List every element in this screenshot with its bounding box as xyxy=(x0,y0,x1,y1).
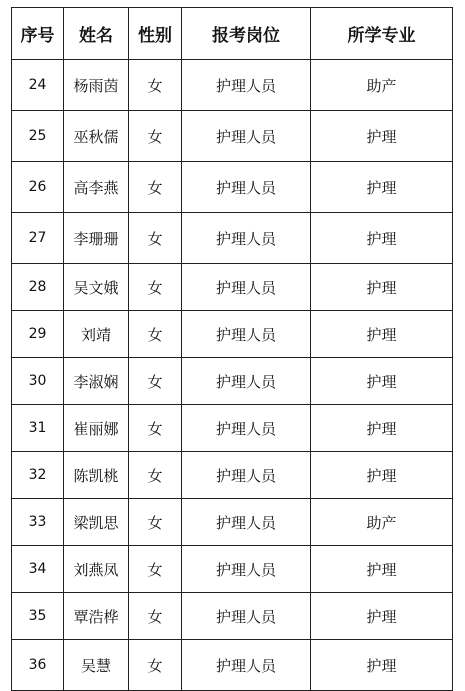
table-row xyxy=(12,311,453,358)
candidate-table xyxy=(11,7,453,691)
cell-major: 护理 xyxy=(311,546,453,593)
cell-position: 护理人员 xyxy=(182,213,311,264)
cell-index: 29 xyxy=(12,311,64,358)
cell-index: 30 xyxy=(12,358,64,405)
table-row xyxy=(12,213,453,264)
table-row xyxy=(12,452,453,499)
table-row xyxy=(12,264,453,311)
table-header-row xyxy=(12,8,453,60)
cell-major: 助产 xyxy=(311,60,453,111)
table-row xyxy=(12,546,453,593)
cell-index: 31 xyxy=(12,405,64,452)
cell-position: 护理人员 xyxy=(182,358,311,405)
cell-position: 护理人员 xyxy=(182,264,311,311)
cell-gender: 女 xyxy=(129,452,182,499)
cell-major: 护理 xyxy=(311,593,453,640)
cell-position: 护理人员 xyxy=(182,640,311,691)
cell-index: 34 xyxy=(12,546,64,593)
header-gender: 性别 xyxy=(129,8,182,60)
cell-name: 刘靖 xyxy=(64,311,129,358)
table-row xyxy=(12,593,453,640)
cell-name: 梁凯思 xyxy=(64,499,129,546)
cell-major: 助产 xyxy=(311,499,453,546)
cell-major: 护理 xyxy=(311,311,453,358)
cell-position: 护理人员 xyxy=(182,593,311,640)
cell-gender: 女 xyxy=(129,499,182,546)
cell-index: 25 xyxy=(12,111,64,162)
cell-name: 李淑娴 xyxy=(64,358,129,405)
table-row xyxy=(12,358,453,405)
header-index: 序号 xyxy=(12,8,64,60)
cell-index: 28 xyxy=(12,264,64,311)
cell-index: 26 xyxy=(12,162,64,213)
header-name: 姓名 xyxy=(64,8,129,60)
cell-major: 护理 xyxy=(311,213,453,264)
cell-position: 护理人员 xyxy=(182,162,311,213)
cell-major: 护理 xyxy=(311,264,453,311)
cell-gender: 女 xyxy=(129,405,182,452)
cell-position: 护理人员 xyxy=(182,111,311,162)
cell-index: 33 xyxy=(12,499,64,546)
cell-gender: 女 xyxy=(129,593,182,640)
cell-gender: 女 xyxy=(129,213,182,264)
cell-index: 24 xyxy=(12,60,64,111)
table-row xyxy=(12,640,453,691)
cell-major: 护理 xyxy=(311,405,453,452)
cell-name: 吴慧 xyxy=(64,640,129,691)
table-row xyxy=(12,60,453,111)
cell-position: 护理人员 xyxy=(182,405,311,452)
header-major: 所学专业 xyxy=(311,8,453,60)
cell-gender: 女 xyxy=(129,162,182,213)
header-position: 报考岗位 xyxy=(182,8,311,60)
cell-name: 覃浩桦 xyxy=(64,593,129,640)
cell-gender: 女 xyxy=(129,264,182,311)
cell-name: 陈凯桃 xyxy=(64,452,129,499)
cell-position: 护理人员 xyxy=(182,452,311,499)
cell-index: 32 xyxy=(12,452,64,499)
cell-major: 护理 xyxy=(311,111,453,162)
cell-name: 吴文娥 xyxy=(64,264,129,311)
table-row xyxy=(12,111,453,162)
cell-name: 巫秋儒 xyxy=(64,111,129,162)
cell-index: 35 xyxy=(12,593,64,640)
cell-name: 高李燕 xyxy=(64,162,129,213)
cell-gender: 女 xyxy=(129,358,182,405)
table-row xyxy=(12,162,453,213)
cell-position: 护理人员 xyxy=(182,60,311,111)
cell-gender: 女 xyxy=(129,111,182,162)
cell-position: 护理人员 xyxy=(182,311,311,358)
cell-major: 护理 xyxy=(311,452,453,499)
cell-gender: 女 xyxy=(129,311,182,358)
cell-gender: 女 xyxy=(129,546,182,593)
cell-major: 护理 xyxy=(311,358,453,405)
table-row xyxy=(12,499,453,546)
cell-position: 护理人员 xyxy=(182,499,311,546)
table-row xyxy=(12,405,453,452)
cell-name: 刘燕凤 xyxy=(64,546,129,593)
cell-major: 护理 xyxy=(311,640,453,691)
cell-gender: 女 xyxy=(129,60,182,111)
cell-gender: 女 xyxy=(129,640,182,691)
cell-index: 36 xyxy=(12,640,64,691)
cell-major: 护理 xyxy=(311,162,453,213)
cell-name: 崔丽娜 xyxy=(64,405,129,452)
cell-name: 杨雨茵 xyxy=(64,60,129,111)
cell-index: 27 xyxy=(12,213,64,264)
cell-position: 护理人员 xyxy=(182,546,311,593)
cell-name: 李珊珊 xyxy=(64,213,129,264)
